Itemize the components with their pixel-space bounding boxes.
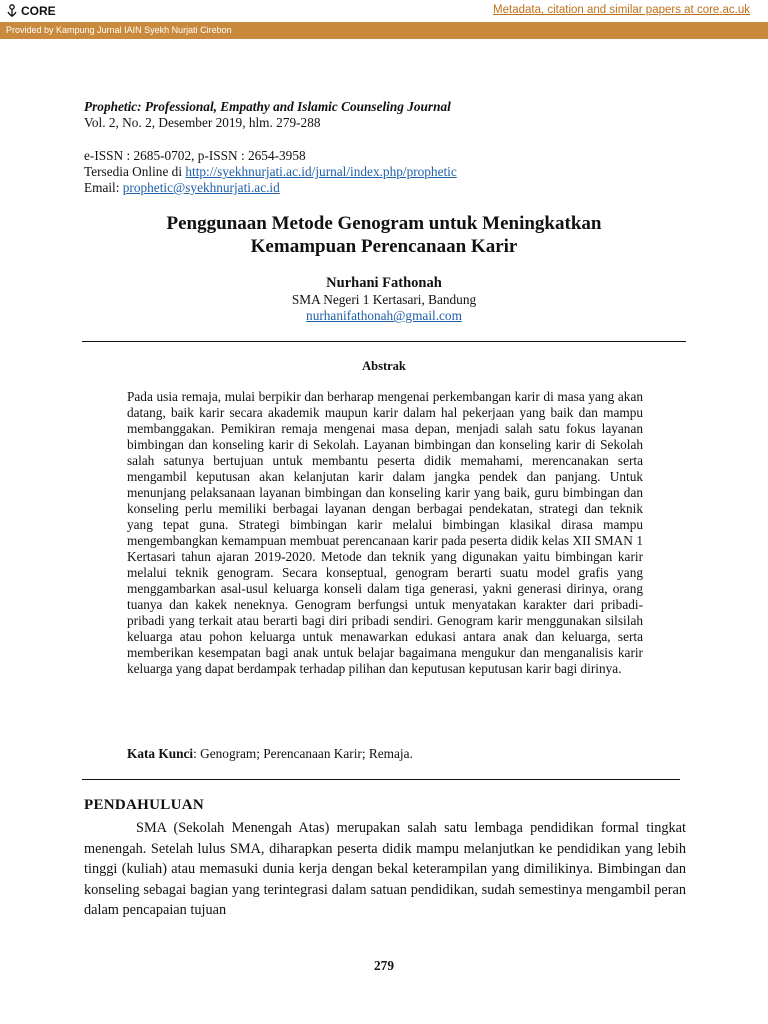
provided-by-text: Provided by Kampung Jurnal IAIN Syekh Nurjati Cirebon (6, 25, 232, 35)
article-title (84, 212, 684, 258)
article-title-line2: Kemampuan Perencanaan Karir (250, 236, 518, 257)
keywords-label: Kata Kunci (127, 746, 194, 761)
article-title-line1: Penggunaan Metode Genogram untuk Meningkatkan (166, 213, 602, 234)
section-heading-pendahuluan: PENDAHULUAN (84, 797, 204, 813)
author-email-link[interactable]: nurhanifathonah@gmail.com (306, 308, 462, 323)
journal-info (84, 99, 451, 131)
author-affiliation: SMA Negeri 1 Kertasari, Bandung (291, 292, 477, 307)
journal-online (84, 164, 457, 180)
author-block (84, 274, 684, 324)
journal-email-link[interactable]: prophetic@syekhnurjati.ac.id (122, 180, 280, 195)
journal-volume: Vol. 2, No. 2, Desember 2019, hlm. 279-288 (84, 115, 321, 130)
author-name: Nurhani Fathonah (326, 275, 442, 291)
core-metadata-link[interactable]: Metadata, citation and similar papers at core.ac.uk (493, 4, 750, 16)
divider-bottom (82, 779, 680, 780)
core-logo-icon (5, 4, 19, 19)
page-number: 279 (374, 958, 394, 973)
divider-top (82, 341, 686, 342)
email-label: Email: (84, 180, 123, 195)
journal-issn: e-ISSN : 2685-0702, p-ISSN : 2654-3958 (84, 148, 306, 163)
core-logo-text: CORE (21, 4, 56, 18)
abstract-heading: Abstrak (362, 359, 406, 373)
core-logo[interactable] (5, 3, 56, 19)
keywords (127, 746, 643, 762)
keywords-list: : Genogram; Perencanaan Karir; Remaja. (193, 746, 413, 761)
journal-email (84, 180, 457, 196)
core-header-bar (0, 0, 768, 23)
online-label: Tersedia Online di (84, 164, 186, 179)
provided-by-bar (0, 23, 768, 39)
journal-issn-block (84, 148, 457, 196)
intro-paragraph: SMA (Sekolah Menengah Atas) merupakan salah satu lembaga pendidikan formal tingkat menengah. Setelah lulus SMA, diharapkan peserta didik mampu melanjutkan ke pendidikan yang lebih tinggi (kuliah) atau memasuki dunia kerja dengan bekal keterampilan yang dimilikinya. Bimbingan dan konseling sebagai bagian yang terintegrasi dalam satuan pendidikan, sudah semestinya mengambil peran dalam pencapaian tujuan (84, 820, 686, 918)
abstract-text: Pada usia remaja, mulai berpikir dan berharap mengenai perkembangan karir di masa yang akan datang, baik karir secara akademik maupun karir dalam hal pekerjaan yang baik dan mampu membanggakan. Pemikiran remaja mengenai masa depan, menjadi salah satu fokus layanan bimbingan dan konseling karir di Sekolah. Layanan bimbingan dan konseling karir di Sekolah salah satunya bertujuan untuk membantu peserta didik memahami, merencanakan serta mengambil keputusan akan kelanjutan karir dalam jangka pendek dan panjang. Untuk menunjang pelaksanaan layanan bimbingan dan konseling karir yang baik, guru bimbingan dan konseling perlu memiliki berbagai layanan dengan berbagai pendekatan, strategi dan teknik yang tepat guna. Strategi bimbingan karir melalui bimbingan klasikal dirasa mampu mengembangkan kemampuan membuat perencanaan karir pada peserta didik kelas XII SMAN 1 Kertasari tahun ajaran 2019-2020. Metode dan teknik yang digunakan yaitu bimbingan karir melalui teknik genogram. Secara konseptual, genogram berarti suatu model grafis yang menggambarkan asal-usul keluarga konseli dalam tiga generasi, yakni generasi dirinya, orang tuanya dan kakek neneknya. Genogram berfungsi untuk menyatakan karakter dari pribadi-pribadi yang terkait atau berarti bagi diri pribadi sendiri. Genogram karir menggunakan silsilah keluarga atau pohon keluarga untuk menawarkan edukasi antara anak dan keluarga, serta memberikan kesempatan bagi anak untuk belajar bagaimana mengukur dan menganalisis karir keluarga yang dapat berdampak terhadap pilihan dan keputusan keputusan karir bagi dirinya. (127, 389, 643, 676)
journal-url-link[interactable]: http://syekhnurjati.ac.id/jurnal/index.php/prophetic (185, 164, 457, 179)
journal-name: Prophetic: Professional, Empathy and Islamic Counseling Journal (84, 99, 451, 114)
